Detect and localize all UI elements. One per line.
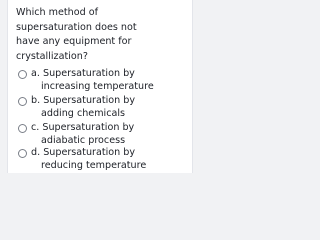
question-line: Which method of [16, 7, 98, 18]
option-d-label: d. Supersaturation by reducing temperature [31, 147, 147, 171]
option-d-radio[interactable] [18, 149, 27, 158]
option-a-radio[interactable] [18, 70, 27, 79]
option-c-label: c. Supersaturation by adiabatic process [31, 122, 135, 146]
option-b-radio[interactable] [18, 97, 27, 106]
option-b-label: b. Supersaturation by adding chemicals [31, 95, 136, 119]
option-c-radio[interactable] [18, 124, 27, 133]
question-line: crystallization? [16, 50, 88, 62]
question-text [16, 6, 140, 64]
option-a[interactable] [18, 67, 186, 97]
option-b[interactable] [18, 94, 186, 124]
option-d[interactable] [18, 146, 186, 176]
question-line: supersaturation does not [16, 21, 137, 33]
question-card [7, 0, 193, 173]
question-line: have any equipment for [16, 36, 132, 48]
option-a-label: a. Supersaturation by increasing temperature [31, 68, 154, 92]
